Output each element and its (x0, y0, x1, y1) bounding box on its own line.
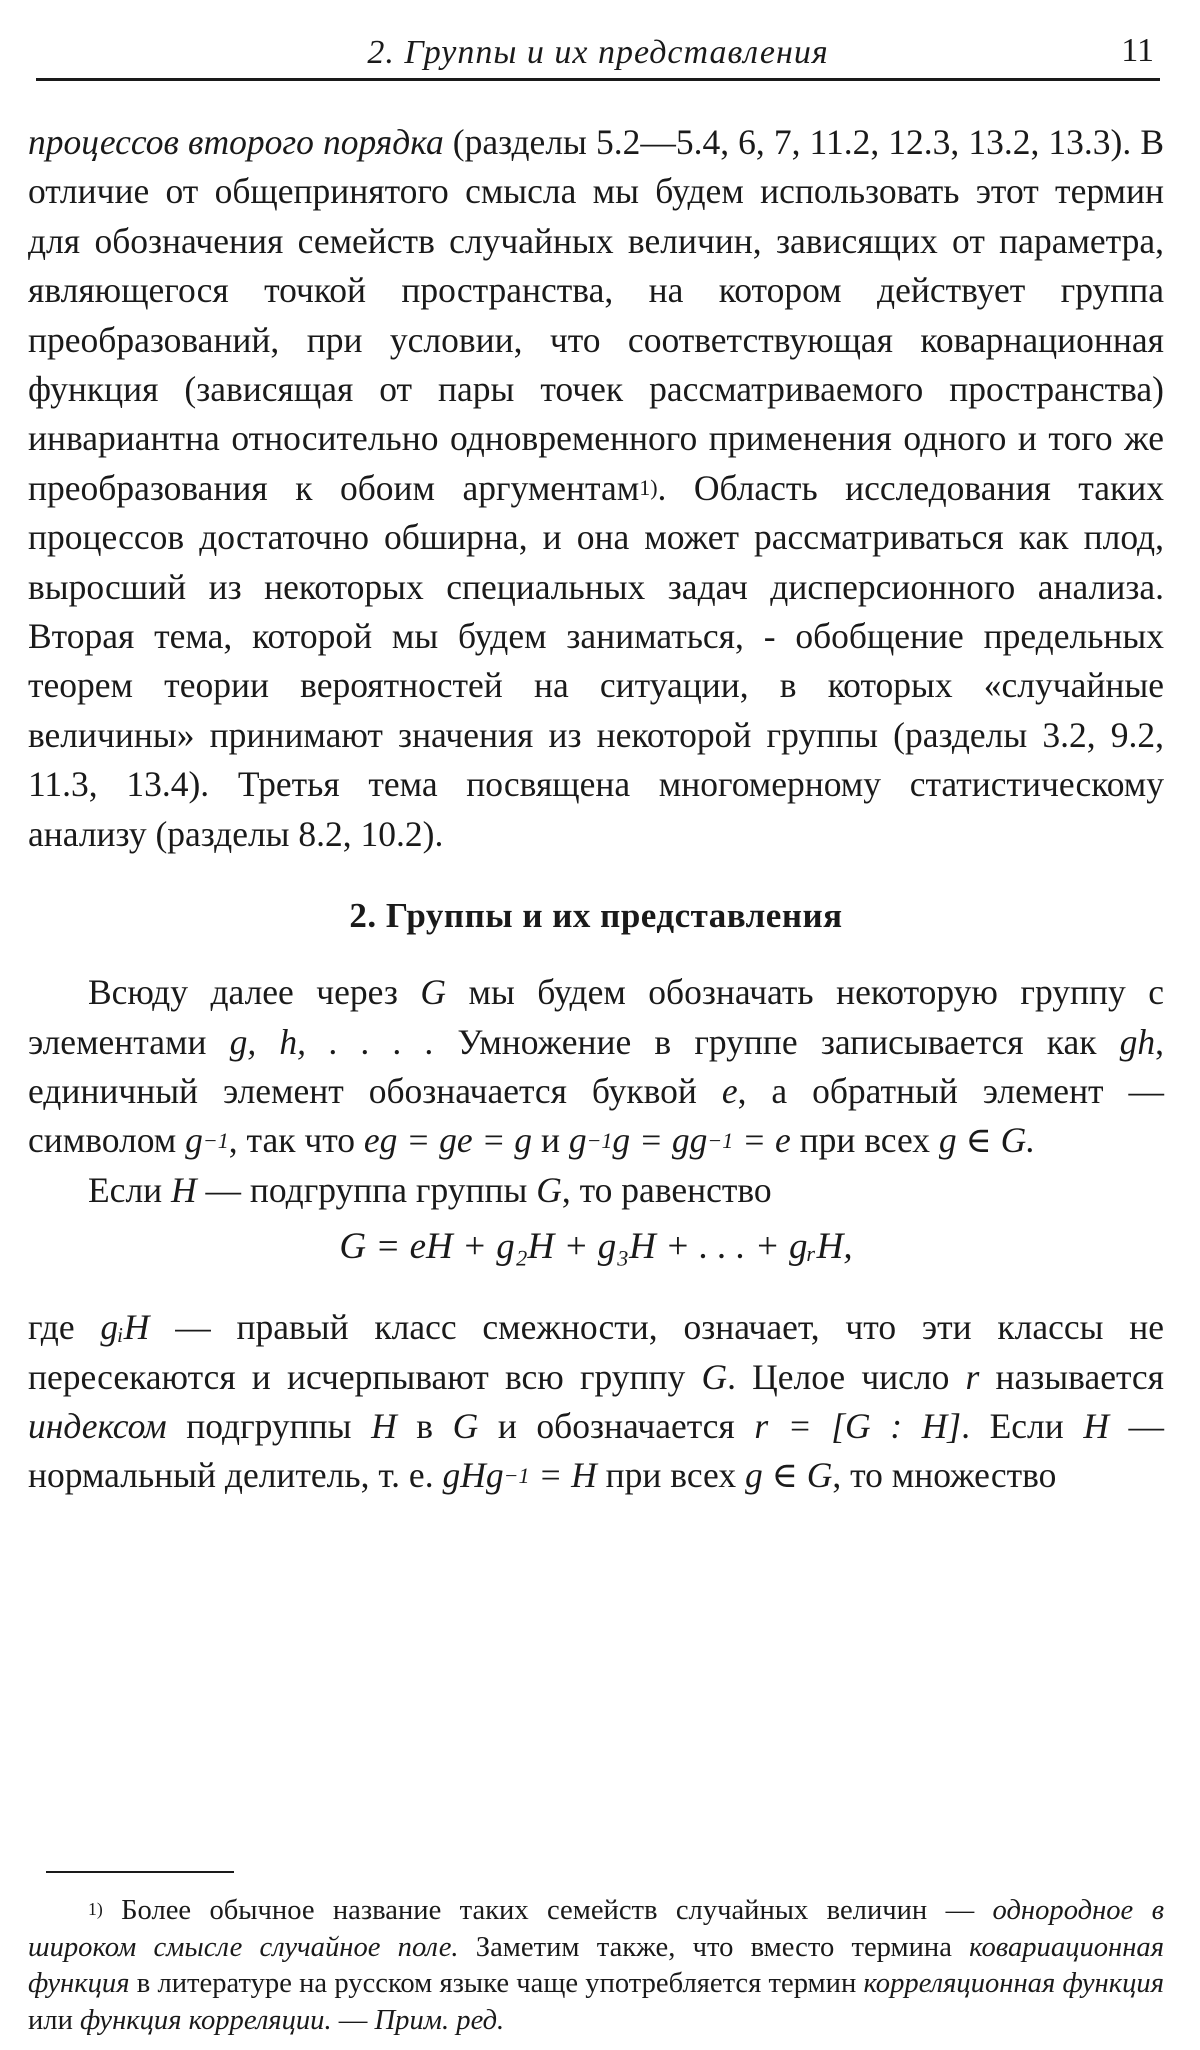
math-exponent: −1 (202, 1127, 229, 1153)
math-normal-condition (442, 1455, 596, 1495)
coset-decomposition-equation: G = eH + g₂H + g₃H + . . . + gᵣH, (339, 1226, 853, 1268)
math-inverse-equation (569, 1120, 791, 1160)
math-part: = e (733, 1120, 791, 1161)
subgroup-paragraph (28, 1166, 1164, 1215)
math-exponent: −1 (707, 1127, 734, 1153)
text: — нормальный делитель, т. е. (28, 1405, 1165, 1496)
math-index-definition: r = [G : H] (754, 1405, 962, 1446)
math-part: g (568, 1120, 587, 1161)
math-G: G (701, 1356, 728, 1397)
footnote-marker: 1) (639, 475, 658, 501)
footnote-1 (28, 1893, 1164, 2039)
page-number: 11 (1121, 32, 1154, 69)
footnote-text: Заметим также, что вместо термина (458, 1931, 970, 1963)
text: при всех (790, 1120, 939, 1161)
footnote-emphasis: корреляционная функция (863, 1968, 1164, 1999)
math-g-inverse (185, 1120, 229, 1160)
math-elements: g, h, . . . . (229, 1021, 435, 1062)
math-gh: gh (1119, 1021, 1156, 1062)
math-g: g (185, 1120, 203, 1161)
groups-paragraph (28, 968, 1164, 1166)
footnote-text: в литературе на русском языке чаще употребляется термин (129, 1968, 864, 1999)
math-G: G (452, 1405, 479, 1446)
text: мы будем обозначать некоторую группу с элементами (28, 972, 1164, 1062)
body-text (28, 118, 1164, 1501)
text: при всех (596, 1455, 745, 1496)
math-H: H (1083, 1405, 1109, 1446)
text: , то равенство (561, 1169, 772, 1210)
intro-text-1: (разделы 5.2—5.4, 6, 7, 11.2, 12.3, 13.2, 13.3). В отличие от общепринятого смысла мы будем использовать этот термин для обозначения семейств случайных величин, зависящих от параметра, являющегося точкой пространства, на котором действует группа преобразований, при условии, что соответствующая коварнационная функция (зависящая от пары точек рассматриваемого пространства) инвариантна относительно одновременного применения одного и того же преобразования к обоим аргументам (28, 122, 1164, 508)
math-part: gHg (442, 1455, 504, 1496)
text: и обозначается (478, 1405, 755, 1446)
text: , а обратный элемент — символом (28, 1070, 1164, 1161)
footnote-emphasis: функция корреляции. (80, 2004, 332, 2036)
intro-text-2: . Область исследования таких процессов достаточно обширна, и она может рассматриваться как плод, выросший из некоторых специальных задач дисперсионного анализа. Вторая тема, которой мы будем заниматься, - обобщение предельных теорем теории вероятностей на ситуации, в которых «случайные величины» принимают значения из некоторой группы (разделы 3.2, 9.2, 11.3, 13.4). Третья тема посвящена многомерному статистическому анализу (разделы 8.2, 10.2). (28, 467, 1164, 854)
footnote-emphasis: однородное в широком смысле случайное поле. (28, 1895, 1165, 1963)
footnote-text: Более обычное название таких семейств случайных величин — (102, 1895, 993, 1926)
math-H: H (171, 1169, 197, 1210)
math-part: = H (529, 1455, 597, 1496)
footnotes (28, 1893, 1164, 2039)
footnote-text: или (28, 2004, 81, 2036)
math-part: g = gg (612, 1120, 708, 1161)
text: подгруппы (166, 1405, 372, 1446)
math-r: r (965, 1356, 980, 1397)
math-g-in-G: g ∈ G. (938, 1120, 1036, 1161)
math-G: G (536, 1169, 562, 1210)
math-exponent: −1 (586, 1127, 613, 1153)
math-e: e (721, 1070, 738, 1111)
footnote-emphasis: ковариационная функция (28, 1931, 1164, 1999)
math-exponent: −1 (503, 1462, 530, 1488)
emphasized-term: процессов второго порядка (28, 122, 444, 162)
footnote-marker: 1) (88, 1899, 103, 1920)
text: , единичный элемент обозначается буквой (28, 1021, 1164, 1111)
running-head (36, 30, 1160, 81)
text: и (532, 1120, 569, 1161)
math-H: H (371, 1405, 397, 1446)
coset-paragraph (28, 1303, 1164, 1501)
text: в (396, 1405, 453, 1446)
section-heading: 2. Группы и их представления (349, 896, 843, 936)
text: , то множество (832, 1455, 1057, 1496)
text: где (28, 1307, 101, 1348)
math-giH: gᵢH (100, 1307, 150, 1348)
text: . Если (961, 1405, 1084, 1446)
math-G: G (420, 972, 446, 1013)
footnote-text: — (331, 2004, 375, 2036)
editor-note: Прим. ред. (374, 2004, 505, 2036)
text: — правый класс смежности, означает, что эти классы не пересекаются и исчерпывают всю группу (28, 1307, 1164, 1397)
text: . Целое число (727, 1356, 966, 1397)
text: — подгруппа группы (196, 1169, 537, 1210)
text: Если (88, 1169, 172, 1210)
emphasized-term: индексом (28, 1405, 167, 1446)
text: Всюду далее через (88, 972, 421, 1013)
math-g-in-G: g ∈ G (744, 1455, 833, 1496)
running-title: 2. Группы и их представления (367, 34, 829, 71)
math-identity-equation: eg = ge = g (363, 1120, 533, 1161)
text: , так что (228, 1120, 364, 1161)
footnote-divider (46, 1871, 234, 1873)
intro-paragraph (28, 118, 1164, 859)
text: называется (979, 1356, 1164, 1397)
text: Умножение в группе записывается как (434, 1021, 1120, 1062)
